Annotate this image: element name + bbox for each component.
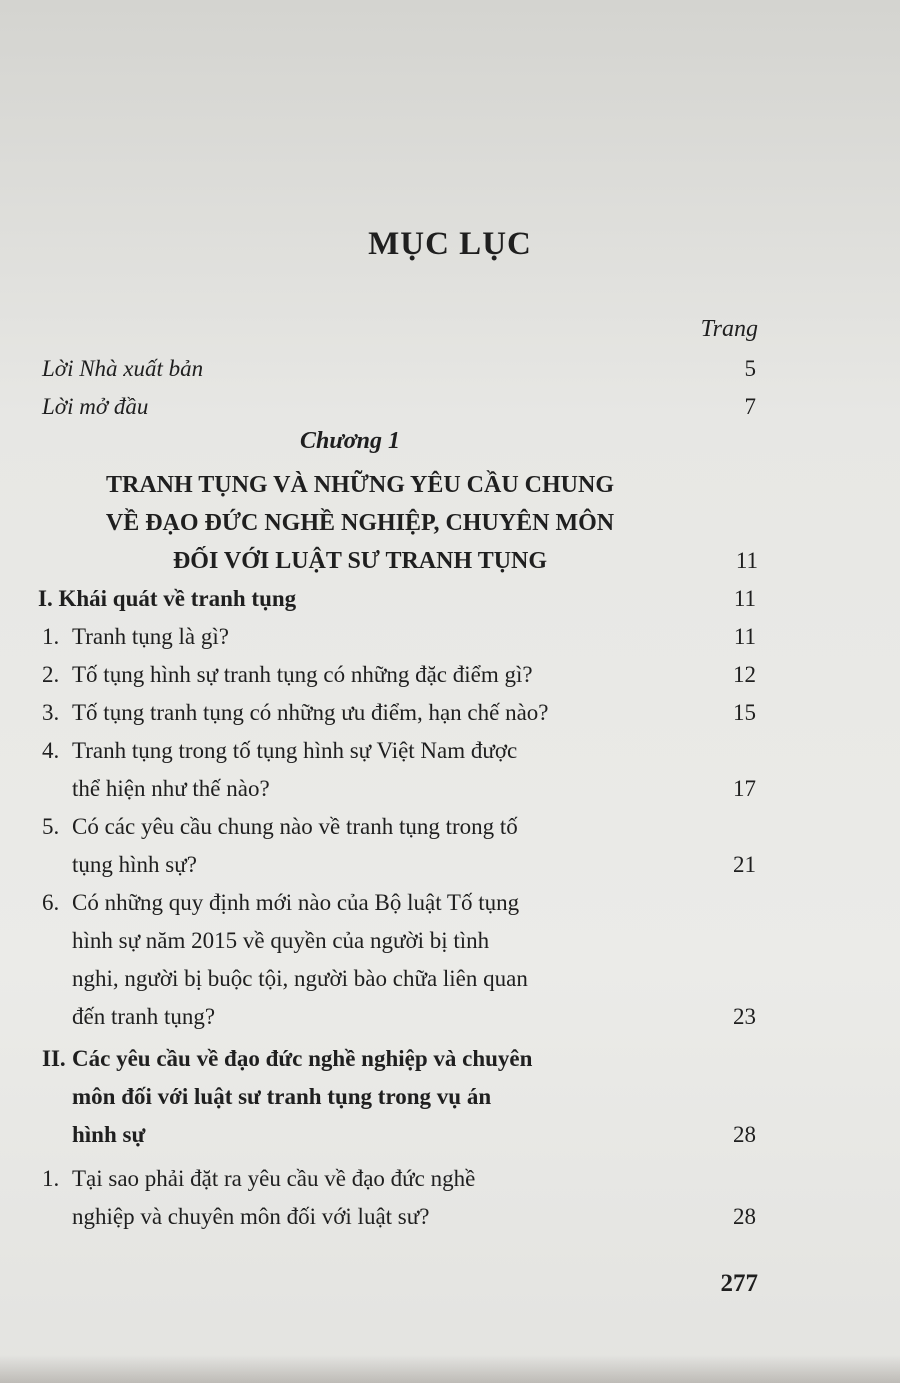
- toc-entry-label: Tranh tụng trong tố tụng hình sự Việt Nam được: [72, 738, 518, 763]
- toc-entry-page: 7: [744, 394, 756, 419]
- toc-entry-page: 12: [733, 662, 756, 687]
- toc-entry-page: 17: [733, 776, 756, 801]
- toc-entry: [42, 350, 758, 388]
- toc-entry-page: 21: [733, 852, 756, 877]
- toc-entry-label: Có những quy định mới nào của Bộ luật Tố tụng: [72, 890, 520, 915]
- page-edge-shadow: [0, 1355, 900, 1383]
- toc-entry: [42, 1160, 758, 1236]
- section-heading-label: I. Khái quát về tranh tụng: [38, 586, 297, 611]
- toc-entry-label: đến tranh tụng?: [72, 1004, 216, 1029]
- toc-entry-number: 4.: [42, 738, 60, 763]
- toc-entry-label: thể hiện như thế nào?: [72, 776, 270, 801]
- toc-entry-label: Lời mở đầu: [42, 394, 149, 419]
- toc-entry: [42, 808, 758, 884]
- toc-entry-page: 15: [733, 700, 756, 725]
- toc-entry: [42, 388, 758, 426]
- toc-entry-label: nghiệp và chuyên môn đối với luật sư?: [72, 1204, 430, 1229]
- toc-entry-page: 5: [744, 356, 756, 381]
- toc-entry-number: 5.: [42, 814, 60, 839]
- chapter-title-line: VỀ ĐẠO ĐỨC NGHỀ NGHIỆP, CHUYÊN MÔN: [105, 510, 615, 536]
- chapter-title-line: TRANH TỤNG VÀ NHỮNG YÊU CẦU CHUNG: [105, 472, 615, 498]
- toc-entry-label: Tranh tụng là gì?: [72, 624, 229, 649]
- section-heading-number: II.: [42, 1046, 66, 1071]
- section-heading-label: Các yêu cầu về đạo đức nghề nghiệp và chuyên: [72, 1046, 533, 1071]
- toc-entry-number: 3.: [42, 700, 60, 725]
- toc-entry-label: Lời Nhà xuất bản: [42, 356, 204, 381]
- section-heading-label: hình sự: [72, 1122, 146, 1147]
- toc-entry-number: 6.: [42, 890, 60, 915]
- toc-entry: [42, 656, 758, 694]
- toc-entry-label: nghi, người bị buộc tội, người bào chữa liên quan: [72, 966, 528, 991]
- toc-entry-page: 23: [733, 1004, 756, 1029]
- toc-entry-number: 1.: [42, 1166, 60, 1191]
- toc-entry: [42, 694, 758, 732]
- toc-entry-number: 1.: [42, 624, 60, 649]
- toc-entry-label: hình sự năm 2015 về quyền của người bị tình: [72, 928, 490, 953]
- section-heading-label: môn đối với luật sư tranh tụng trong vụ án: [72, 1084, 492, 1109]
- section-heading: [42, 1040, 758, 1154]
- section-heading: [38, 580, 758, 618]
- page-title: MỤC LỤC: [368, 226, 532, 262]
- toc-entry-page: 28: [733, 1122, 756, 1147]
- toc-entry-number: 2.: [42, 662, 60, 687]
- chapter-page: 11: [735, 548, 758, 573]
- toc-entry-label: Có các yêu cầu chung nào về tranh tụng trong tố: [72, 814, 518, 839]
- toc-entry-label: Tại sao phải đặt ra yêu cầu về đạo đức nghề: [72, 1166, 476, 1191]
- toc-entry-label: Tố tụng hình sự tranh tụng có những đặc điểm gì?: [72, 662, 533, 687]
- toc-entry-page: 11: [733, 586, 756, 611]
- toc-entry-page: 28: [733, 1204, 756, 1229]
- toc-entry-page: 11: [733, 624, 756, 649]
- chapter-label: Chương 1: [300, 428, 400, 454]
- chapter-title-line: ĐỐI VỚI LUẬT SƯ TRANH TỤNG: [172, 548, 548, 574]
- toc-entry-label: Tố tụng tranh tụng có những ưu điểm, hạn chế nào?: [72, 700, 549, 725]
- chapter-title: [40, 466, 680, 580]
- toc-entry: [42, 884, 758, 1036]
- toc-entry: [42, 618, 758, 656]
- page-number: 277: [720, 1270, 758, 1297]
- page-column-header: Trang: [700, 316, 758, 342]
- toc-entry: [42, 732, 758, 808]
- toc-entry-label: tụng hình sự?: [72, 852, 197, 877]
